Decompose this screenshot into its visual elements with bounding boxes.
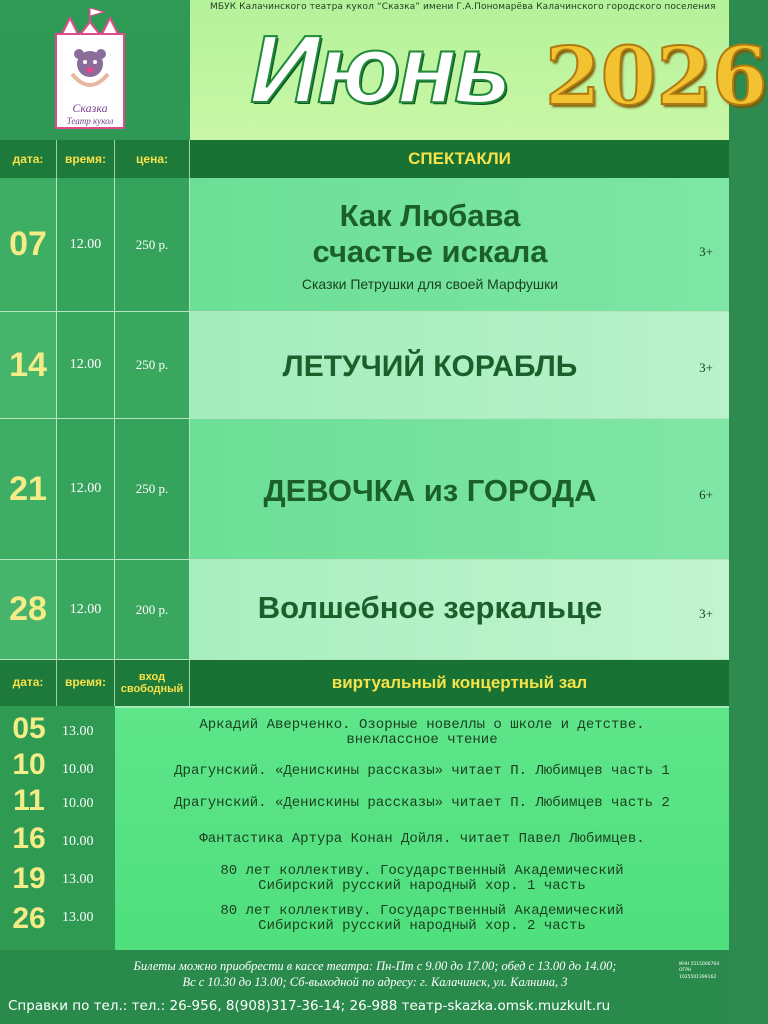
- header-price: цена:: [115, 140, 190, 178]
- virtual-header-time: время:: [57, 660, 115, 706]
- virtual-hall-title: виртуальный концертный зал: [190, 660, 729, 706]
- virtual-time: 10.00: [62, 834, 94, 849]
- logo-line1: Сказка: [72, 101, 108, 115]
- virtual-date: 16: [12, 822, 46, 855]
- theatre-logo: [50, 4, 130, 130]
- virtual-program: Фантастика Артура Конан Дойля. читает Павел Любимцев.: [199, 831, 645, 847]
- show-cell: [190, 178, 729, 312]
- show-price: 250 р.: [115, 312, 190, 419]
- virtual-date: 19: [12, 862, 46, 895]
- ticket-info-line2: Вс с 10.30 до 13.00; Сб-выходной по адресу: г. Калачинск, ул. Калнина, 3: [182, 975, 568, 990]
- show-date: 14: [0, 312, 57, 419]
- virtual-program: [115, 904, 729, 935]
- virtual-program-line1: 80 лет коллективу. Государственный Академический: [220, 903, 624, 919]
- virtual-program: [115, 864, 729, 895]
- show-date: 28: [0, 560, 57, 660]
- virtual-row: [0, 900, 729, 944]
- show-cell: [190, 419, 729, 560]
- age-rating: 6+: [699, 487, 713, 502]
- virtual-time: 10.00: [62, 796, 94, 811]
- virtual-row: [0, 748, 729, 782]
- show-title: ДЕВОЧКА из ГОРОДА: [263, 473, 597, 508]
- show-row: [0, 560, 729, 660]
- virtual-time: 13.00: [62, 724, 94, 739]
- show-price: 200 р.: [115, 560, 190, 660]
- show-title: ЛЕТУЧИЙ КОРАБЛЬ: [282, 350, 578, 383]
- virtual-header-date: дата:: [0, 660, 57, 706]
- virtual-date: 11: [13, 784, 45, 817]
- logo-line2: Театр кукол: [66, 116, 114, 126]
- show-title-line2: счастье искала: [312, 233, 548, 269]
- virtual-program: Драгунский. «Денискины рассказы» читает П. Любимцев часть 2: [174, 795, 670, 811]
- virtual-date: 26: [12, 902, 46, 935]
- ogrn-number: ОГРН 1025501399162: [679, 968, 717, 980]
- virtual-program-line1: Аркадий Аверченко. Озорные новеллы о школе и детстве.: [199, 717, 645, 733]
- show-row: [0, 419, 729, 560]
- contacts-line: Справки по тел.: тел.: 26-956, 8(908)317-36-14; 26-988 театр-skazka.omsk.muzkult.ru: [8, 998, 611, 1014]
- virtual-date: 10: [12, 748, 46, 781]
- virtual-program-line2: Сибирский русский народный хор. 1 часть: [258, 878, 586, 895]
- spectacles-title: СПЕКТАКЛИ: [190, 140, 729, 178]
- show-title: [190, 198, 670, 269]
- show-time: 12.00: [57, 419, 115, 560]
- virtual-time: 10.00: [62, 762, 94, 777]
- virtual-program: [115, 718, 729, 749]
- show-title: Волшебное зеркальце: [257, 590, 603, 625]
- virtual-header-entry: вход свободный: [115, 660, 190, 706]
- month-title: Июнь: [250, 16, 510, 123]
- virtual-time: 13.00: [62, 910, 94, 925]
- virtual-date: 05: [12, 712, 46, 745]
- virtual-row: [0, 860, 729, 900]
- show-price: 250 р.: [115, 178, 190, 312]
- virtual-program-line1: 80 лет коллективу. Государственный Академический: [220, 863, 624, 879]
- organization-line: МБУК Калачинского театра кукол “Сказка” имени Г.А.Пономарёва Калачинского городского поселения: [210, 2, 716, 12]
- registration-numbers: [679, 962, 729, 981]
- virtual-row: [0, 820, 729, 858]
- show-row: [0, 312, 729, 419]
- show-subtitle: Сказки Петрушки для своей Марфушки: [301, 276, 559, 292]
- virtual-program: Драгунский. «Денискины рассказы» читает П. Любимцев часть 1: [174, 763, 670, 779]
- show-cell: [190, 560, 729, 660]
- show-row: [0, 178, 729, 312]
- header-date: дата:: [0, 140, 57, 178]
- virtual-header-bar: [0, 660, 729, 706]
- show-title-line1: Как Любава: [339, 198, 521, 233]
- virtual-row: [0, 784, 729, 818]
- show-date: 07: [0, 178, 57, 312]
- show-price: 250 р.: [115, 419, 190, 560]
- spectacles-header-bar: [0, 140, 729, 178]
- show-date: 21: [0, 419, 57, 560]
- virtual-program-line2: внеклассное чтение: [346, 732, 498, 749]
- virtual-row: [0, 712, 729, 752]
- show-time: 12.00: [57, 560, 115, 660]
- show-time: 12.00: [57, 178, 115, 312]
- show-time: 12.00: [57, 312, 115, 419]
- virtual-time: 13.00: [62, 872, 94, 887]
- show-cell: [190, 312, 729, 419]
- virtual-program-line2: Сибирский русский народный хор. 2 часть: [258, 918, 586, 935]
- age-rating: 3+: [699, 606, 713, 621]
- ticket-info: [80, 958, 670, 991]
- header-time: время:: [57, 140, 115, 178]
- year-title: 2026: [545, 29, 768, 123]
- inn-number: ИНН 5515006764: [679, 962, 720, 967]
- age-rating: 3+: [699, 244, 713, 259]
- age-rating: 3+: [699, 360, 713, 375]
- ticket-info-line1: Билеты можно приобрести в кассе театра: Пн-Пт с 9.00 до 17.00; обед с 13.00 до 14.00;: [133, 959, 617, 973]
